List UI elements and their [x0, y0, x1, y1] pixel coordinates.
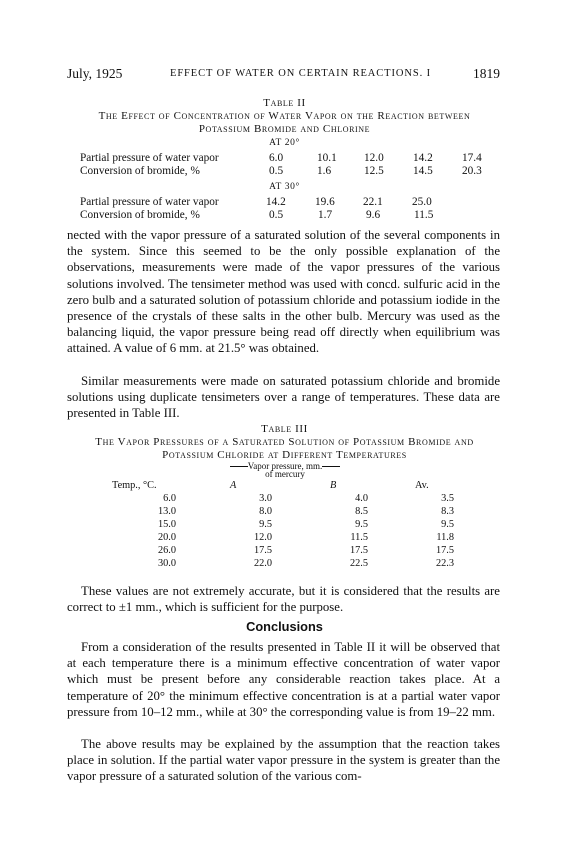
table-row — [100, 493, 480, 506]
table-cell: 1.6 — [317, 165, 332, 177]
table-cell: 11.5 — [414, 209, 434, 221]
table-cell: 8.0 — [259, 506, 272, 517]
table-cell: 22.3 — [435, 558, 454, 569]
table-row — [80, 152, 500, 165]
table-cell: 12.0 — [253, 532, 272, 543]
table3-label: Table III — [261, 423, 308, 435]
table-cell: 26.0 — [157, 545, 176, 556]
table-cell: 9.5 — [259, 519, 272, 530]
page-number: 1819 — [473, 66, 500, 81]
row-label: Partial pressure of water vapor — [80, 152, 219, 164]
table-cell: 17.4 — [462, 152, 482, 164]
table3-column-headers — [100, 480, 480, 493]
table-cell: 10.1 — [317, 152, 337, 164]
table-row — [100, 506, 480, 519]
paragraph-continued: nected with the vapor pressure of a saturated solution of the several components in the system. Since this seemed to be the only possible explanation of the observations, measurements were made of the vapor pressures of the various solutions involved. The tensimeter method was used with concd. sulfuric acid in the zero bulb and a saturated solution of potassium chloride and potassium iodide in the presence of the crystals of these salts in the other bulb. Mercury was used as the balancing liquid, the vapor pressure being read off directly when equilibrium was attained. A value of 6 mm. at 21.5° was obtained. — [67, 228, 500, 356]
table2-title-line2: Potassium Bromide and Chlorine — [198, 123, 371, 135]
table-cell: 14.2 — [266, 196, 286, 208]
table-cell: 17.5 — [253, 545, 272, 556]
table-row — [100, 519, 480, 532]
row-label: Partial pressure of water vapor — [80, 196, 219, 208]
table2-label: Table II — [263, 97, 306, 109]
header-running-title: EFFECT OF WATER ON CERTAIN REACTIONS. I — [170, 68, 432, 79]
table-cell: 3.5 — [441, 493, 454, 504]
table-row — [100, 545, 480, 558]
paragraph-accuracy: These values are not extremely accurate, but it is considered that the results are correct to ±1 mm., which is sufficient for the purpose. — [67, 584, 500, 615]
table3 — [100, 480, 480, 571]
table-row — [100, 532, 480, 545]
table-cell: 14.5 — [413, 165, 433, 177]
paragraph-conclusions: From a consideration of the results presented in Table II it will be observed that at each temperature there is a minimum effective concentration of water vapor which must be present before any considerable reaction takes place. At a temperature of 20° the minimum effective concentration is at a partial water vapor pressure from 10–12 mm., while at 30° the corresponding value is from 19–22 mm. — [67, 640, 500, 719]
table-cell: 17.5 — [349, 545, 368, 556]
table-cell: 13.0 — [157, 506, 176, 517]
table-cell: 14.2 — [413, 152, 433, 164]
table2-temp-30: AT 30° — [269, 182, 300, 192]
table2-temp-20: AT 20° — [269, 138, 300, 148]
table2-group-30 — [80, 196, 500, 222]
table-cell: 25.0 — [412, 196, 432, 208]
column-header: B — [330, 480, 337, 491]
paragraph-similar-measurements: Similar measurements were made on saturated potassium chloride and bromide solutions using duplicate tensimeters over a range of temperatures. These data are presented in Table III. — [67, 374, 500, 421]
table-cell: 20.3 — [462, 165, 482, 177]
row-label: Conversion of bromide, % — [80, 165, 200, 177]
table-cell: 1.7 — [318, 209, 333, 221]
table-cell: 9.5 — [441, 519, 454, 530]
table-cell: 11.8 — [436, 532, 454, 543]
table-cell: 8.3 — [441, 506, 454, 517]
table-cell: 6.0 — [163, 493, 176, 504]
column-header: A — [230, 480, 237, 491]
table3-body — [100, 493, 480, 571]
table-cell: 0.5 — [269, 165, 284, 177]
table-cell: 4.0 — [355, 493, 368, 504]
table-cell: 8.5 — [355, 506, 368, 517]
running-header — [67, 66, 500, 82]
table3-span-header: Vapor pressure, mm. of mercury — [210, 462, 360, 478]
table3-title-line2: Potassium Chloride at Different Temperatures — [162, 449, 407, 461]
header-date: July, 1925 — [67, 66, 123, 81]
table-cell: 0.5 — [269, 209, 284, 221]
table-cell: 20.0 — [157, 532, 176, 543]
table2-group-20 — [80, 152, 500, 178]
table-row — [80, 196, 500, 209]
column-header: Temp., °C. — [112, 480, 157, 491]
paragraph-explanation: The above results may be explained by the assumption that the reaction takes place in solution. If the partial water vapor pressure in the system is greater than the vapor pressure of a saturated solution of the various com- — [67, 737, 500, 784]
table-cell: 3.0 — [259, 493, 272, 504]
table2-title-line1: The Effect of Concentration of Water Vapor on the Reaction between — [98, 110, 471, 122]
table-cell: 9.6 — [366, 209, 381, 221]
table-cell: 30.0 — [157, 558, 176, 569]
table-cell: 17.5 — [435, 545, 454, 556]
table-cell: 6.0 — [269, 152, 284, 164]
column-header: Av. — [415, 480, 429, 491]
table-row — [80, 165, 500, 178]
conclusions-heading: Conclusions — [246, 619, 323, 634]
table-row — [100, 558, 480, 571]
table-cell: 12.0 — [364, 152, 384, 164]
table3-title-line1: The Vapor Pressures of a Saturated Solution of Potassium Bromide and — [95, 436, 474, 448]
table-cell: 11.5 — [350, 532, 368, 543]
table-cell: 19.6 — [315, 196, 335, 208]
row-label: Conversion of bromide, % — [80, 209, 200, 221]
table-cell: 22.0 — [253, 558, 272, 569]
table-cell: 12.5 — [364, 165, 384, 177]
table-cell: 22.1 — [363, 196, 383, 208]
table-cell: 15.0 — [157, 519, 176, 530]
table-row — [80, 209, 500, 222]
table-cell: 9.5 — [355, 519, 368, 530]
table-cell: 22.5 — [349, 558, 368, 569]
